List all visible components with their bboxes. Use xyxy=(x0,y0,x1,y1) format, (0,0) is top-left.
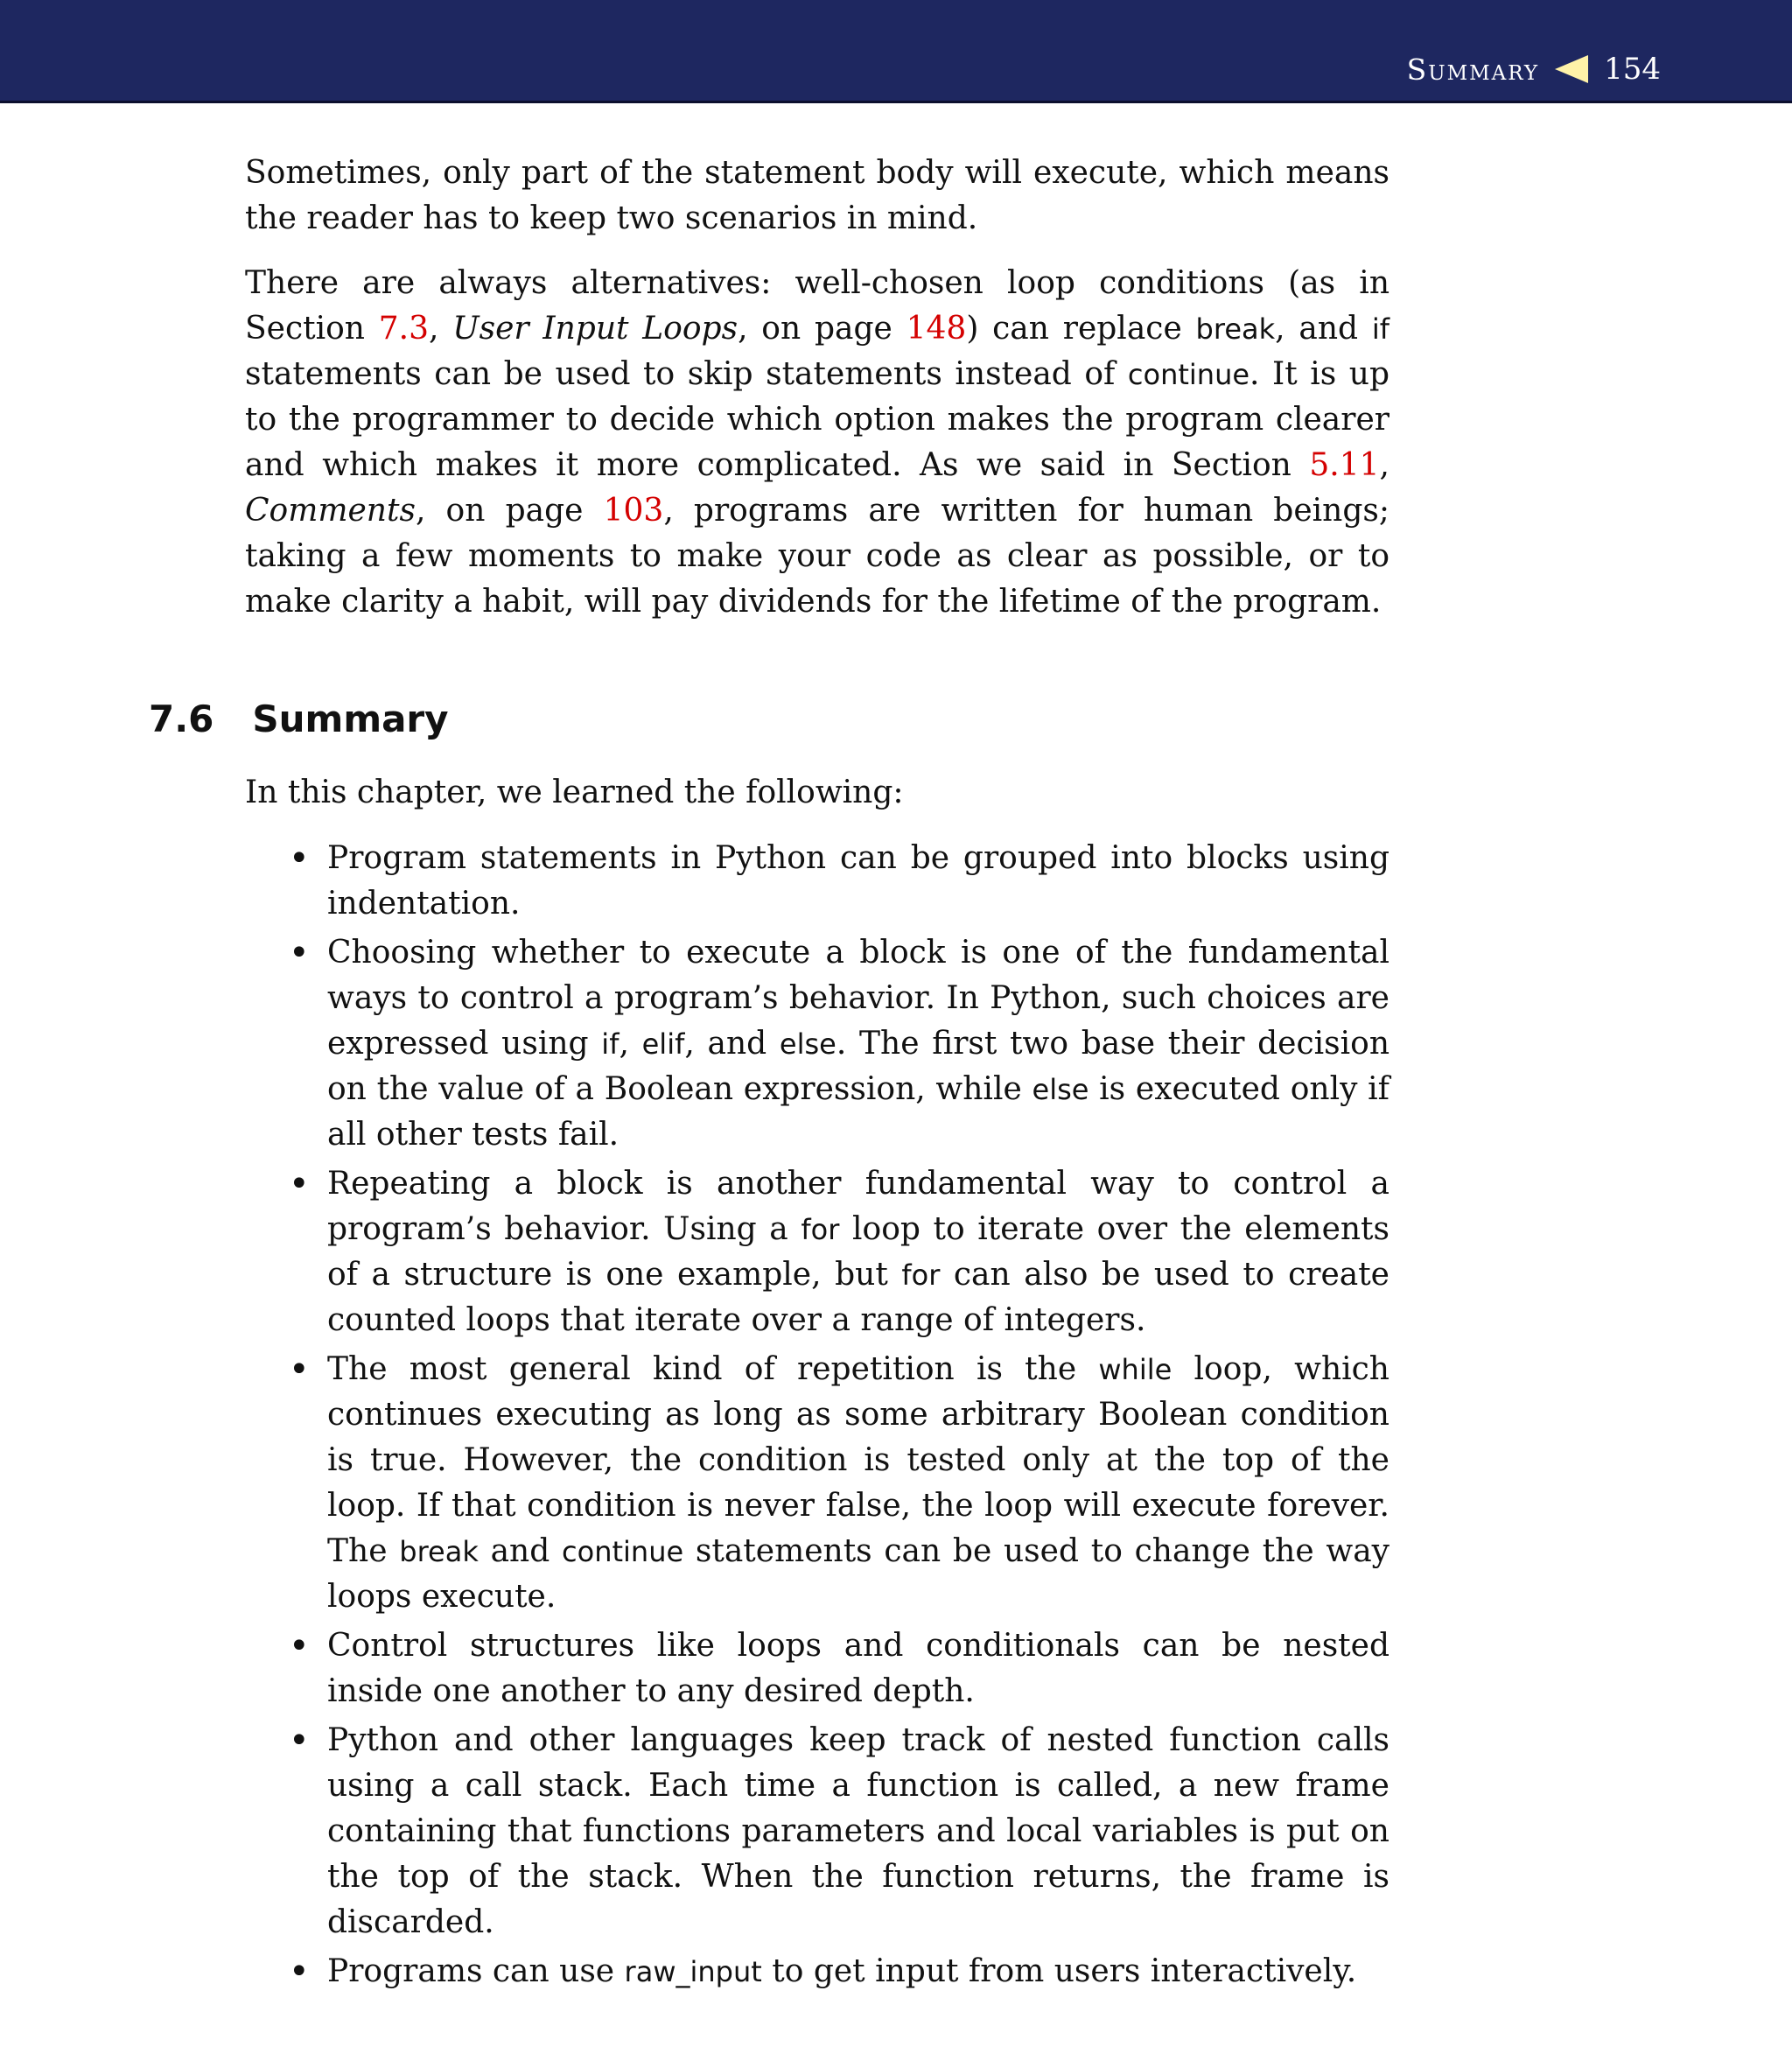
code-keyword: for xyxy=(801,1213,840,1246)
text: , on page xyxy=(415,493,604,529)
left-triangle-icon[interactable] xyxy=(1555,55,1588,83)
code-keyword: break xyxy=(1195,312,1276,346)
text: Programs can use xyxy=(327,1953,625,1989)
intro-text xyxy=(245,151,1390,625)
text: loop to iterate over the elements of a structure is one example, but xyxy=(327,1211,1390,1293)
text: , programs are written for human beings; taking a few moments to make your code as clear as possible, or to make clarity a habit, will pay dividends for the lifetime of the program. xyxy=(245,493,1390,620)
list-item xyxy=(289,1623,1390,1714)
section-link-7-3[interactable]: 7.3 xyxy=(378,311,430,347)
code-keyword: break xyxy=(399,1535,479,1568)
section-link-5-11[interactable]: 5.11 xyxy=(1309,447,1380,483)
text: , and xyxy=(684,1026,780,1062)
section-lead xyxy=(245,770,1390,816)
text: , xyxy=(1379,447,1390,483)
text: statements can be used to change the way loops execute. xyxy=(327,1533,1390,1615)
code-keyword: while xyxy=(1098,1353,1172,1386)
code-keyword: continue xyxy=(562,1535,684,1568)
running-head-section: Summary xyxy=(1406,52,1540,87)
list-item xyxy=(289,1718,1390,1945)
section-heading xyxy=(149,693,449,746)
text: , on page xyxy=(738,311,906,347)
code-keyword: continue xyxy=(1127,358,1250,391)
code-keyword: if xyxy=(601,1027,620,1061)
text: There are always alternatives: well-chosen loop conditions (as in Section xyxy=(245,265,1390,347)
text: Control structures like loops and conditionals can be nested inside one another to any desired depth. xyxy=(327,1628,1390,1709)
text: , and xyxy=(1275,311,1372,347)
text: The most general kind of repetition is the xyxy=(327,1351,1099,1387)
text: , xyxy=(429,311,453,347)
text: can also be used to create counted loops that iterate over a range of integers. xyxy=(327,1257,1390,1338)
code-keyword: for xyxy=(901,1258,941,1292)
text: ) can replace xyxy=(966,311,1196,347)
page-link-103[interactable]: 103 xyxy=(603,493,664,529)
text: loop, which continues executing as long as some arbitrary Boolean condition is true. However, the condition is tested only at the top of the loop. If that condition is never false, the loop will execute forever. The xyxy=(327,1351,1390,1569)
list-item xyxy=(289,1347,1390,1620)
summary-list xyxy=(289,836,1390,1998)
list-item xyxy=(289,1161,1390,1343)
list-item xyxy=(289,836,1390,927)
text: Choosing whether to execute a block is one of the fundamental ways to control a program’s behavior. In Python, such choices are expressed using xyxy=(327,935,1390,1062)
code-keyword: if xyxy=(1371,312,1390,346)
section-title: Summary xyxy=(252,698,449,740)
section-number: 7.6 xyxy=(149,698,214,740)
page-number: 154 xyxy=(1604,52,1661,87)
running-head xyxy=(1406,52,1661,87)
code-keyword: else xyxy=(779,1027,836,1061)
text: , xyxy=(619,1026,642,1062)
page-link-148[interactable]: 148 xyxy=(906,311,967,347)
text: to get input from users interactively. xyxy=(761,1953,1357,1989)
text: and xyxy=(478,1533,563,1569)
running-header-bar xyxy=(0,0,1792,103)
paragraph-1: Sometimes, only part of the statement body will execute, which means the reader has to keep two scenarios in mind. xyxy=(245,155,1390,236)
section-title-ref: Comments xyxy=(245,493,416,529)
paragraph-2 xyxy=(245,261,1390,625)
section-title-ref: User Input Loops xyxy=(452,311,738,347)
code-keyword: else xyxy=(1032,1073,1089,1106)
list-item xyxy=(289,1949,1390,1994)
list-item xyxy=(289,930,1390,1158)
lead-paragraph: In this chapter, we learned the following: xyxy=(245,775,904,810)
text: Repeating a block is another fundamental way to control a program’s behavior. Using a xyxy=(327,1166,1390,1247)
code-keyword: elif xyxy=(641,1027,685,1061)
text: Program statements in Python can be grouped into blocks using indentation. xyxy=(327,840,1390,922)
text: . It is up to the programmer to decide which option makes the program clearer and which makes it more complicated. As we said in Section xyxy=(245,356,1390,483)
text: Python and other languages keep track of nested function calls using a call stack. Each time a function is called, a new frame containing that functions parameters and local variables is put on the top of the stack. When the function returns, the frame is discarded. xyxy=(327,1722,1390,1940)
text: statements can be used to skip statements instead of xyxy=(245,356,1128,392)
text: . The first two base their decision on the value of a Boolean expression, while xyxy=(327,1026,1390,1107)
text: is executed only if all other tests fail. xyxy=(327,1071,1390,1153)
code-keyword: raw_input xyxy=(624,1955,762,1988)
